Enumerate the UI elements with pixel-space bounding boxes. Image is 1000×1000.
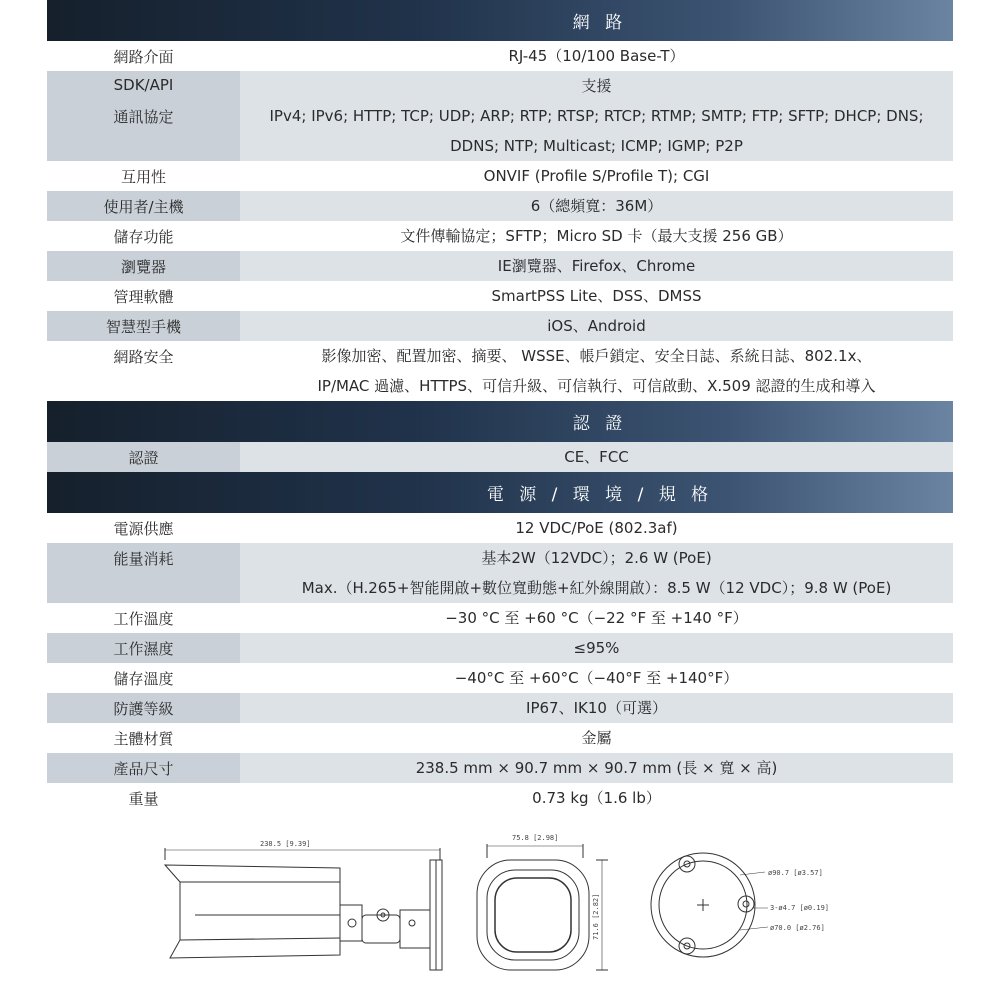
- spec-value: [240, 311, 953, 341]
- spec-value-line: 238.5 mm × 90.7 mm × 90.7 mm (長 × 寬 × 高): [415, 759, 778, 777]
- spec-value: [240, 513, 953, 543]
- spec-row: [47, 41, 953, 71]
- spec-value-line: 0.73 kg（1.6 lb）: [532, 789, 661, 807]
- spec-value-line: 基本2W（12VDC）；2.6 W (PoE): [481, 549, 712, 567]
- spec-row: [47, 663, 953, 693]
- spec-label: 電源供應: [47, 513, 240, 543]
- spec-value: [240, 723, 953, 753]
- spec-value-line: DDNS; NTP; Multicast; ICMP; IGMP; P2P: [450, 137, 743, 155]
- spec-value: [240, 663, 953, 693]
- spec-value-line: IPv4; IPv6; HTTP; TCP; UDP; ARP; RTP; RTSP; RTCP; RTMP; SMTP; FTP; SFTP; DHCP; DNS;: [269, 107, 924, 125]
- spec-value-line: 6（總頻寬：36M）: [530, 197, 663, 215]
- spec-value-line: 支援: [581, 77, 612, 95]
- spec-label: 管理軟體: [47, 281, 240, 311]
- spec-label: 防護等級: [47, 693, 240, 723]
- spec-value-line: SmartPSS Lite、DSS、DMSS: [491, 287, 702, 305]
- spec-value: [240, 71, 953, 101]
- spec-value-line: 文件傳輸協定；SFTP；Micro SD 卡（最大支援 256 GB）: [400, 227, 793, 245]
- power-rows: [47, 513, 953, 813]
- spec-row: [47, 543, 953, 603]
- spec-row: [47, 281, 953, 311]
- spec-row: [47, 603, 953, 633]
- spec-label: 智慧型手機: [47, 311, 240, 341]
- spec-label: 網路介面: [47, 41, 240, 71]
- dim-diameter-inner: ø70.0 [ø2.76]: [770, 924, 825, 932]
- spec-value-line: IP/MAC 過濾、HTTPS、可信升級、可信執行、可信啟動、X.509 認證的生成和導入: [317, 377, 876, 395]
- spec-row: [47, 442, 953, 472]
- spec-label: 儲存溫度: [47, 663, 240, 693]
- spec-label: 能量消耗: [47, 543, 240, 603]
- base-view: [651, 853, 768, 957]
- spec-value: [240, 753, 953, 783]
- front-view: [477, 844, 608, 970]
- spec-label: 通訊協定: [47, 101, 240, 161]
- spec-value: [240, 633, 953, 663]
- spec-row: [47, 101, 953, 161]
- spec-value-line: IP67、IK10（可選）: [526, 699, 667, 717]
- spec-row: [47, 723, 953, 753]
- section-header-network: 網 路: [47, 0, 953, 41]
- dim-width: 75.8 [2.98]: [512, 834, 559, 842]
- spec-value-line: CE、FCC: [564, 448, 629, 466]
- spec-value: [240, 603, 953, 633]
- spec-label: 使用者/主機: [47, 191, 240, 221]
- spec-value: [240, 693, 953, 723]
- spec-value: [240, 221, 953, 251]
- spec-value-line: −40°C 至 +60°C（−40°F 至 +140°F）: [454, 669, 739, 687]
- spec-row: [47, 221, 953, 251]
- spec-row: [47, 311, 953, 341]
- dim-height: 71.6 [2.82]: [592, 893, 600, 940]
- spec-value: [240, 783, 953, 813]
- network-rows: [47, 41, 953, 401]
- spec-value: [240, 251, 953, 281]
- spec-table: [47, 0, 953, 813]
- spec-value: [240, 442, 953, 472]
- spec-value: [240, 191, 953, 221]
- spec-value-line: 影像加密、配置加密、摘要、 WSSE、帳戶鎖定、安全日誌、系統日誌、802.1x、: [321, 347, 872, 365]
- dim-hole: 3-ø4.7 [ø0.19]: [770, 904, 830, 912]
- spec-row: [47, 251, 953, 281]
- spec-label: 互用性: [47, 161, 240, 191]
- spec-value-line: Max.（H.265+智能開啟+數位寬動態+紅外線開啟）：8.5 W（12 VDC）；9.8 W (PoE): [301, 579, 892, 597]
- spec-label: 工作溫度: [47, 603, 240, 633]
- spec-value: [240, 41, 953, 71]
- spec-label: 工作濕度: [47, 633, 240, 663]
- spec-row: [47, 753, 953, 783]
- spec-value: [240, 281, 953, 311]
- spec-label: 網路安全: [47, 341, 240, 401]
- spec-label: 儲存功能: [47, 221, 240, 251]
- section-header-cert: 認 證: [47, 401, 953, 442]
- side-view: [165, 848, 442, 970]
- spec-value-line: ONVIF (Profile S/Profile T); CGI: [483, 167, 710, 185]
- spec-label: 主體材質: [47, 723, 240, 753]
- dimension-drawing: [0, 820, 1000, 1000]
- spec-value-line: 12 VDC/PoE (802.3af): [515, 519, 678, 537]
- dim-length: 238.5 [9.39]: [260, 840, 311, 848]
- spec-value-line: iOS、Android: [547, 317, 646, 335]
- spec-value-line: IE瀏覽器、Firefox、Chrome: [497, 257, 696, 275]
- spec-row: [47, 783, 953, 813]
- spec-value-line: ≤95%: [573, 639, 620, 657]
- spec-value: [240, 101, 953, 161]
- spec-row: [47, 513, 953, 543]
- spec-label: 重量: [47, 783, 240, 813]
- spec-row: [47, 693, 953, 723]
- spec-row: [47, 191, 953, 221]
- spec-row: [47, 161, 953, 191]
- spec-row: [47, 71, 953, 101]
- spec-row: [47, 341, 953, 401]
- dim-diameter-outer: ø90.7 [ø3.57]: [768, 869, 823, 877]
- spec-value: [240, 543, 953, 603]
- spec-value: [240, 161, 953, 191]
- spec-row: [47, 633, 953, 663]
- spec-value: [240, 341, 953, 401]
- spec-value-line: RJ-45（10/100 Base-T）: [508, 47, 685, 65]
- section-header-power: 電 源 / 環 境 / 規 格: [47, 472, 953, 513]
- spec-label: SDK/API: [47, 71, 240, 101]
- spec-label: 認證: [47, 442, 240, 472]
- spec-label: 產品尺寸: [47, 753, 240, 783]
- cert-rows: [47, 442, 953, 472]
- spec-value-line: −30 °C 至 +60 °C（−22 °F 至 +140 °F）: [445, 609, 748, 627]
- spec-label: 瀏覽器: [47, 251, 240, 281]
- spec-value-line: 金屬: [581, 729, 612, 747]
